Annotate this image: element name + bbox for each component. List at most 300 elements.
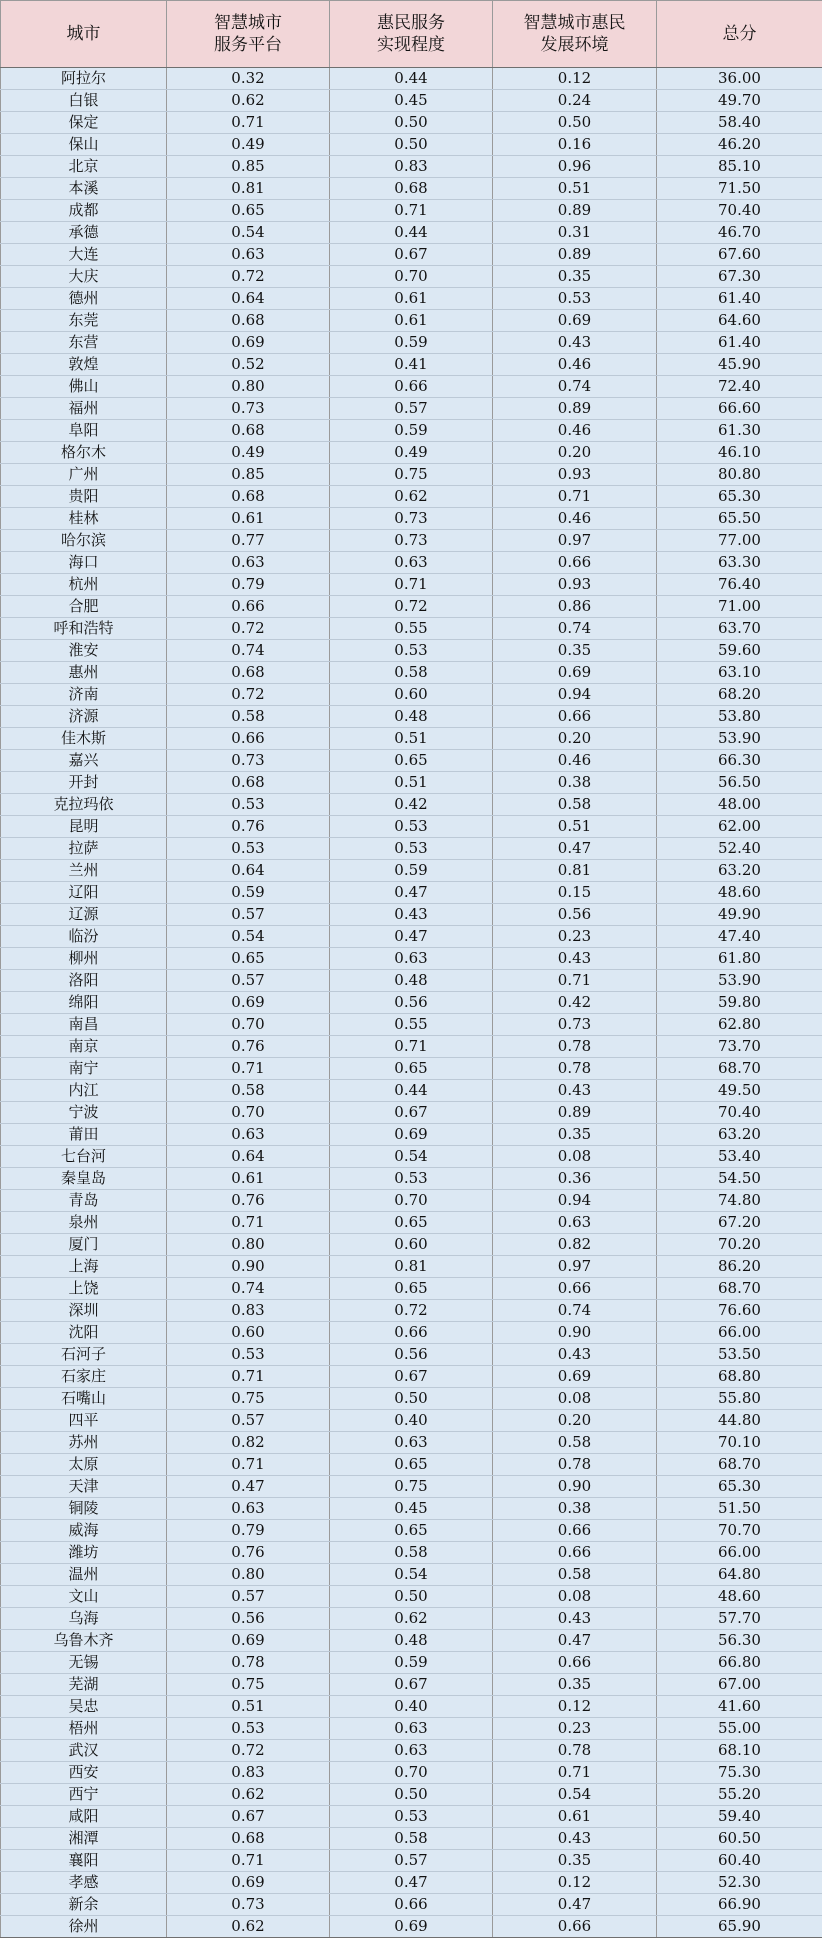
city-name-cell: 武汉 [1, 1740, 167, 1762]
service-score-cell: 0.73 [330, 508, 493, 530]
total-score-cell: 65.50 [657, 508, 822, 530]
total-score-cell: 44.80 [657, 1410, 822, 1432]
table-row [1, 266, 822, 288]
total-score-cell: 68.70 [657, 1058, 822, 1080]
total-score-cell: 68.10 [657, 1740, 822, 1762]
header-row [1, 1, 822, 68]
platform-score-cell: 0.63 [167, 552, 330, 574]
service-score-cell: 0.63 [330, 1432, 493, 1454]
platform-score-cell: 0.67 [167, 1806, 330, 1828]
service-score-cell: 0.69 [330, 1916, 493, 1938]
table-row [1, 1762, 822, 1784]
service-score-cell: 0.45 [330, 90, 493, 112]
service-score-cell: 0.44 [330, 222, 493, 244]
city-name-cell: 潍坊 [1, 1542, 167, 1564]
header-label-line: 发展环境 [493, 34, 656, 56]
city-name-cell: 拉萨 [1, 838, 167, 860]
city-name-cell: 厦门 [1, 1234, 167, 1256]
table-row [1, 1036, 822, 1058]
total-score-cell: 68.70 [657, 1454, 822, 1476]
total-score-cell: 53.40 [657, 1146, 822, 1168]
city-name-cell: 北京 [1, 156, 167, 178]
environment-score-cell: 0.46 [493, 354, 657, 376]
service-score-cell: 0.65 [330, 1278, 493, 1300]
platform-score-cell: 0.82 [167, 1432, 330, 1454]
environment-score-cell: 0.43 [493, 332, 657, 354]
table-row [1, 640, 822, 662]
table-row [1, 1542, 822, 1564]
city-name-cell: 莆田 [1, 1124, 167, 1146]
environment-score-cell: 0.42 [493, 992, 657, 1014]
environment-score-cell: 0.47 [493, 1630, 657, 1652]
table-row [1, 464, 822, 486]
environment-score-cell: 0.66 [493, 1278, 657, 1300]
column-header-total [657, 1, 822, 68]
table-row [1, 442, 822, 464]
city-name-cell: 呼和浩特 [1, 618, 167, 640]
platform-score-cell: 0.65 [167, 200, 330, 222]
service-score-cell: 0.54 [330, 1146, 493, 1168]
table-row [1, 530, 822, 552]
table-row [1, 706, 822, 728]
city-name-cell: 惠州 [1, 662, 167, 684]
table-row [1, 1586, 822, 1608]
service-score-cell: 0.50 [330, 1586, 493, 1608]
environment-score-cell: 0.69 [493, 310, 657, 332]
total-score-cell: 53.90 [657, 728, 822, 750]
city-name-cell: 佳木斯 [1, 728, 167, 750]
environment-score-cell: 0.58 [493, 1432, 657, 1454]
platform-score-cell: 0.79 [167, 1520, 330, 1542]
platform-score-cell: 0.71 [167, 1366, 330, 1388]
city-name-cell: 淮安 [1, 640, 167, 662]
platform-score-cell: 0.61 [167, 1168, 330, 1190]
platform-score-cell: 0.57 [167, 904, 330, 926]
platform-score-cell: 0.62 [167, 1784, 330, 1806]
table-row [1, 1564, 822, 1586]
environment-score-cell: 0.35 [493, 1674, 657, 1696]
platform-score-cell: 0.76 [167, 1036, 330, 1058]
service-score-cell: 0.53 [330, 1806, 493, 1828]
city-name-cell: 太原 [1, 1454, 167, 1476]
total-score-cell: 55.00 [657, 1718, 822, 1740]
total-score-cell: 65.30 [657, 486, 822, 508]
platform-score-cell: 0.62 [167, 1916, 330, 1938]
total-score-cell: 46.70 [657, 222, 822, 244]
environment-score-cell: 0.43 [493, 1080, 657, 1102]
total-score-cell: 76.40 [657, 574, 822, 596]
city-name-cell: 铜陵 [1, 1498, 167, 1520]
service-score-cell: 0.58 [330, 662, 493, 684]
total-score-cell: 65.90 [657, 1916, 822, 1938]
total-score-cell: 85.10 [657, 156, 822, 178]
column-header-city [1, 1, 167, 68]
table-row [1, 68, 822, 90]
column-header-environment [493, 1, 657, 68]
total-score-cell: 59.60 [657, 640, 822, 662]
service-score-cell: 0.51 [330, 772, 493, 794]
city-name-cell: 天津 [1, 1476, 167, 1498]
total-score-cell: 56.30 [657, 1630, 822, 1652]
platform-score-cell: 0.32 [167, 68, 330, 90]
table-row [1, 596, 822, 618]
platform-score-cell: 0.70 [167, 1014, 330, 1036]
platform-score-cell: 0.63 [167, 1124, 330, 1146]
city-name-cell: 福州 [1, 398, 167, 420]
total-score-cell: 61.40 [657, 288, 822, 310]
environment-score-cell: 0.58 [493, 1564, 657, 1586]
total-score-cell: 63.20 [657, 860, 822, 882]
service-score-cell: 0.47 [330, 1872, 493, 1894]
service-score-cell: 0.41 [330, 354, 493, 376]
table-row [1, 134, 822, 156]
city-name-cell: 敦煌 [1, 354, 167, 376]
table-row [1, 1014, 822, 1036]
service-score-cell: 0.67 [330, 1102, 493, 1124]
total-score-cell: 64.80 [657, 1564, 822, 1586]
total-score-cell: 70.40 [657, 200, 822, 222]
table-row [1, 1828, 822, 1850]
table-row [1, 508, 822, 530]
total-score-cell: 63.30 [657, 552, 822, 574]
table-row [1, 1454, 822, 1476]
environment-score-cell: 0.35 [493, 640, 657, 662]
environment-score-cell: 0.78 [493, 1036, 657, 1058]
city-name-cell: 哈尔滨 [1, 530, 167, 552]
service-score-cell: 0.44 [330, 68, 493, 90]
total-score-cell: 49.90 [657, 904, 822, 926]
platform-score-cell: 0.61 [167, 508, 330, 530]
environment-score-cell: 0.46 [493, 420, 657, 442]
environment-score-cell: 0.12 [493, 1872, 657, 1894]
service-score-cell: 0.70 [330, 1190, 493, 1212]
service-score-cell: 0.50 [330, 1784, 493, 1806]
table-row [1, 1322, 822, 1344]
header-label-line: 总分 [657, 23, 822, 45]
table-row [1, 222, 822, 244]
platform-score-cell: 0.75 [167, 1674, 330, 1696]
table-row [1, 882, 822, 904]
environment-score-cell: 0.90 [493, 1322, 657, 1344]
platform-score-cell: 0.68 [167, 662, 330, 684]
platform-score-cell: 0.72 [167, 684, 330, 706]
environment-score-cell: 0.97 [493, 1256, 657, 1278]
service-score-cell: 0.40 [330, 1410, 493, 1432]
service-score-cell: 0.53 [330, 640, 493, 662]
total-score-cell: 67.20 [657, 1212, 822, 1234]
service-score-cell: 0.67 [330, 1674, 493, 1696]
environment-score-cell: 0.46 [493, 750, 657, 772]
city-name-cell: 东莞 [1, 310, 167, 332]
total-score-cell: 58.40 [657, 112, 822, 134]
total-score-cell: 49.70 [657, 90, 822, 112]
platform-score-cell: 0.85 [167, 156, 330, 178]
total-score-cell: 49.50 [657, 1080, 822, 1102]
platform-score-cell: 0.73 [167, 398, 330, 420]
total-score-cell: 76.60 [657, 1300, 822, 1322]
platform-score-cell: 0.60 [167, 1322, 330, 1344]
environment-score-cell: 0.73 [493, 1014, 657, 1036]
environment-score-cell: 0.36 [493, 1168, 657, 1190]
platform-score-cell: 0.53 [167, 1718, 330, 1740]
environment-score-cell: 0.96 [493, 156, 657, 178]
city-name-cell: 乌鲁木齐 [1, 1630, 167, 1652]
service-score-cell: 0.57 [330, 1850, 493, 1872]
service-score-cell: 0.49 [330, 442, 493, 464]
city-name-cell: 柳州 [1, 948, 167, 970]
environment-score-cell: 0.71 [493, 970, 657, 992]
environment-score-cell: 0.94 [493, 684, 657, 706]
city-name-cell: 四平 [1, 1410, 167, 1432]
environment-score-cell: 0.78 [493, 1454, 657, 1476]
environment-score-cell: 0.93 [493, 574, 657, 596]
platform-score-cell: 0.66 [167, 596, 330, 618]
table-row [1, 1740, 822, 1762]
total-score-cell: 53.80 [657, 706, 822, 728]
service-score-cell: 0.58 [330, 1828, 493, 1850]
environment-score-cell: 0.35 [493, 1850, 657, 1872]
service-score-cell: 0.54 [330, 1564, 493, 1586]
service-score-cell: 0.53 [330, 838, 493, 860]
table-header [1, 1, 822, 68]
total-score-cell: 60.50 [657, 1828, 822, 1850]
service-score-cell: 0.70 [330, 266, 493, 288]
city-name-cell: 南昌 [1, 1014, 167, 1036]
platform-score-cell: 0.64 [167, 860, 330, 882]
environment-score-cell: 0.66 [493, 1520, 657, 1542]
platform-score-cell: 0.71 [167, 1850, 330, 1872]
environment-score-cell: 0.15 [493, 882, 657, 904]
environment-score-cell: 0.78 [493, 1740, 657, 1762]
table-row [1, 310, 822, 332]
total-score-cell: 66.00 [657, 1322, 822, 1344]
environment-score-cell: 0.89 [493, 244, 657, 266]
column-header-service [330, 1, 493, 68]
total-score-cell: 56.50 [657, 772, 822, 794]
total-score-cell: 55.80 [657, 1388, 822, 1410]
total-score-cell: 70.70 [657, 1520, 822, 1542]
table-row [1, 1652, 822, 1674]
service-score-cell: 0.66 [330, 376, 493, 398]
table-row [1, 244, 822, 266]
service-score-cell: 0.67 [330, 1366, 493, 1388]
service-score-cell: 0.42 [330, 794, 493, 816]
city-name-cell: 沈阳 [1, 1322, 167, 1344]
city-name-cell: 佛山 [1, 376, 167, 398]
total-score-cell: 45.90 [657, 354, 822, 376]
total-score-cell: 52.30 [657, 1872, 822, 1894]
table-row [1, 750, 822, 772]
city-name-cell: 白银 [1, 90, 167, 112]
environment-score-cell: 0.89 [493, 200, 657, 222]
total-score-cell: 54.50 [657, 1168, 822, 1190]
environment-score-cell: 0.61 [493, 1806, 657, 1828]
platform-score-cell: 0.54 [167, 222, 330, 244]
city-name-cell: 承德 [1, 222, 167, 244]
table-row [1, 178, 822, 200]
total-score-cell: 61.40 [657, 332, 822, 354]
table-row [1, 1080, 822, 1102]
platform-score-cell: 0.73 [167, 750, 330, 772]
city-name-cell: 成都 [1, 200, 167, 222]
total-score-cell: 86.20 [657, 1256, 822, 1278]
service-score-cell: 0.58 [330, 1542, 493, 1564]
total-score-cell: 62.80 [657, 1014, 822, 1036]
city-name-cell: 保定 [1, 112, 167, 134]
service-score-cell: 0.56 [330, 1344, 493, 1366]
service-score-cell: 0.43 [330, 904, 493, 926]
service-score-cell: 0.40 [330, 1696, 493, 1718]
city-name-cell: 绵阳 [1, 992, 167, 1014]
service-score-cell: 0.48 [330, 970, 493, 992]
table-row [1, 1190, 822, 1212]
environment-score-cell: 0.20 [493, 442, 657, 464]
service-score-cell: 0.61 [330, 288, 493, 310]
table-row [1, 1630, 822, 1652]
total-score-cell: 72.40 [657, 376, 822, 398]
city-name-cell: 海口 [1, 552, 167, 574]
service-score-cell: 0.65 [330, 1520, 493, 1542]
city-name-cell: 苏州 [1, 1432, 167, 1454]
total-score-cell: 57.70 [657, 1608, 822, 1630]
total-score-cell: 68.70 [657, 1278, 822, 1300]
platform-score-cell: 0.68 [167, 486, 330, 508]
platform-score-cell: 0.64 [167, 288, 330, 310]
environment-score-cell: 0.86 [493, 596, 657, 618]
total-score-cell: 48.60 [657, 1586, 822, 1608]
city-name-cell: 德州 [1, 288, 167, 310]
platform-score-cell: 0.85 [167, 464, 330, 486]
platform-score-cell: 0.53 [167, 794, 330, 816]
platform-score-cell: 0.47 [167, 1476, 330, 1498]
city-name-cell: 阿拉尔 [1, 68, 167, 90]
service-score-cell: 0.72 [330, 596, 493, 618]
city-name-cell: 石嘴山 [1, 1388, 167, 1410]
service-score-cell: 0.65 [330, 750, 493, 772]
environment-score-cell: 0.23 [493, 1718, 657, 1740]
city-name-cell: 桂林 [1, 508, 167, 530]
total-score-cell: 66.60 [657, 398, 822, 420]
platform-score-cell: 0.73 [167, 1894, 330, 1916]
total-score-cell: 64.60 [657, 310, 822, 332]
total-score-cell: 71.50 [657, 178, 822, 200]
platform-score-cell: 0.70 [167, 1102, 330, 1124]
table-row [1, 1388, 822, 1410]
platform-score-cell: 0.72 [167, 266, 330, 288]
environment-score-cell: 0.93 [493, 464, 657, 486]
table-row [1, 662, 822, 684]
total-score-cell: 61.30 [657, 420, 822, 442]
table-row [1, 354, 822, 376]
platform-score-cell: 0.49 [167, 442, 330, 464]
city-name-cell: 格尔木 [1, 442, 167, 464]
service-score-cell: 0.63 [330, 948, 493, 970]
environment-score-cell: 0.58 [493, 794, 657, 816]
service-score-cell: 0.65 [330, 1212, 493, 1234]
platform-score-cell: 0.53 [167, 1344, 330, 1366]
service-score-cell: 0.71 [330, 200, 493, 222]
city-name-cell: 大庆 [1, 266, 167, 288]
total-score-cell: 53.90 [657, 970, 822, 992]
table-row [1, 552, 822, 574]
city-name-cell: 杭州 [1, 574, 167, 596]
city-name-cell: 大连 [1, 244, 167, 266]
total-score-cell: 74.80 [657, 1190, 822, 1212]
environment-score-cell: 0.47 [493, 1894, 657, 1916]
table-row [1, 1124, 822, 1146]
environment-score-cell: 0.90 [493, 1476, 657, 1498]
table-row [1, 332, 822, 354]
service-score-cell: 0.81 [330, 1256, 493, 1278]
environment-score-cell: 0.38 [493, 1498, 657, 1520]
total-score-cell: 55.20 [657, 1784, 822, 1806]
table-row [1, 1234, 822, 1256]
environment-score-cell: 0.63 [493, 1212, 657, 1234]
platform-score-cell: 0.57 [167, 970, 330, 992]
city-name-cell: 青岛 [1, 1190, 167, 1212]
total-score-cell: 68.80 [657, 1366, 822, 1388]
platform-score-cell: 0.80 [167, 1234, 330, 1256]
table-row [1, 90, 822, 112]
platform-score-cell: 0.81 [167, 178, 330, 200]
table-row [1, 1894, 822, 1916]
service-score-cell: 0.50 [330, 1388, 493, 1410]
table-row [1, 1410, 822, 1432]
platform-score-cell: 0.66 [167, 728, 330, 750]
table-row [1, 1850, 822, 1872]
platform-score-cell: 0.64 [167, 1146, 330, 1168]
total-score-cell: 52.40 [657, 838, 822, 860]
service-score-cell: 0.44 [330, 1080, 493, 1102]
platform-score-cell: 0.76 [167, 1190, 330, 1212]
service-score-cell: 0.45 [330, 1498, 493, 1520]
service-score-cell: 0.55 [330, 618, 493, 640]
platform-score-cell: 0.68 [167, 1828, 330, 1850]
city-name-cell: 孝感 [1, 1872, 167, 1894]
environment-score-cell: 0.74 [493, 376, 657, 398]
service-score-cell: 0.48 [330, 706, 493, 728]
city-name-cell: 无锡 [1, 1652, 167, 1674]
platform-score-cell: 0.71 [167, 1058, 330, 1080]
city-name-cell: 西安 [1, 1762, 167, 1784]
city-name-cell: 贵阳 [1, 486, 167, 508]
service-score-cell: 0.50 [330, 134, 493, 156]
service-score-cell: 0.51 [330, 728, 493, 750]
platform-score-cell: 0.76 [167, 816, 330, 838]
environment-score-cell: 0.66 [493, 706, 657, 728]
header-label-line: 智慧城市 [167, 12, 329, 34]
city-name-cell: 襄阳 [1, 1850, 167, 1872]
platform-score-cell: 0.62 [167, 90, 330, 112]
table-row [1, 1344, 822, 1366]
service-score-cell: 0.66 [330, 1894, 493, 1916]
city-name-cell: 上海 [1, 1256, 167, 1278]
service-score-cell: 0.73 [330, 530, 493, 552]
total-score-cell: 63.70 [657, 618, 822, 640]
city-name-cell: 咸阳 [1, 1806, 167, 1828]
header-label-line: 实现程度 [330, 34, 492, 56]
table-row [1, 1872, 822, 1894]
platform-score-cell: 0.69 [167, 332, 330, 354]
city-name-cell: 七台河 [1, 1146, 167, 1168]
city-name-cell: 吴忠 [1, 1696, 167, 1718]
platform-score-cell: 0.63 [167, 1498, 330, 1520]
city-name-cell: 克拉玛依 [1, 794, 167, 816]
platform-score-cell: 0.68 [167, 772, 330, 794]
service-score-cell: 0.71 [330, 1036, 493, 1058]
platform-score-cell: 0.80 [167, 376, 330, 398]
platform-score-cell: 0.69 [167, 1630, 330, 1652]
